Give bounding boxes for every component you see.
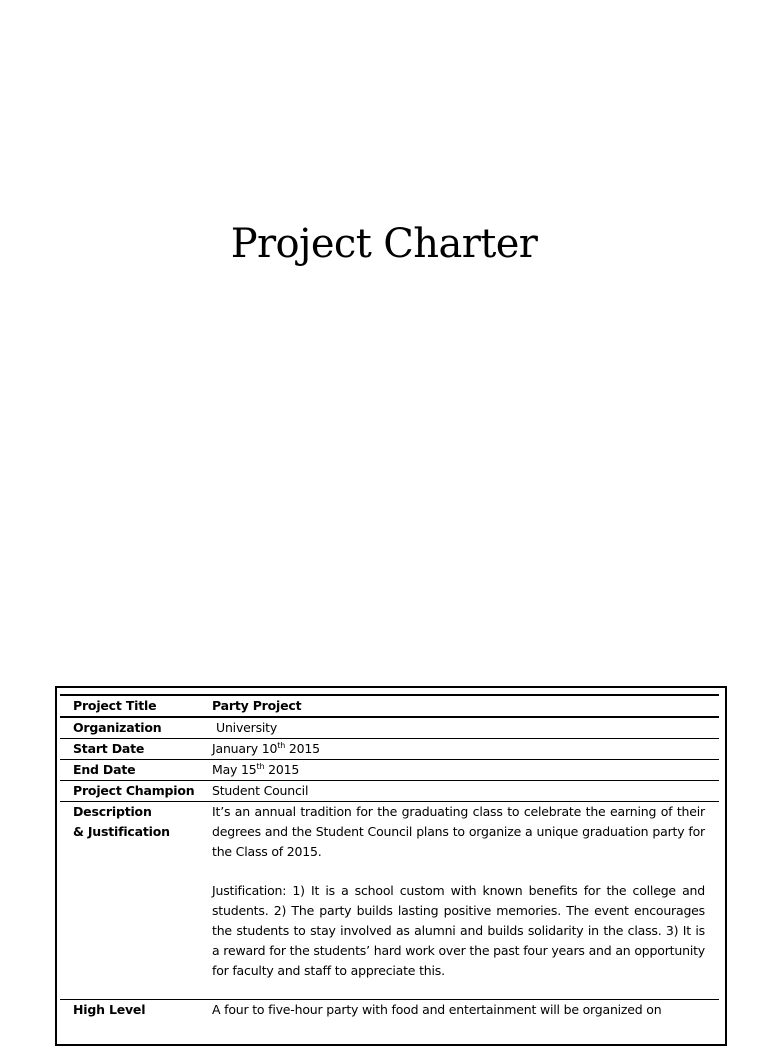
date-year: 2015 [264,762,300,777]
table-row-end-date [60,760,719,781]
charter-table-frame [55,686,727,1046]
table-row-start-date [60,739,719,760]
row-value: A four to five-hour party with food and entertainment will be organized on [212,1002,662,1017]
table-row-description [60,802,719,1000]
row-label [60,802,200,981]
row-label: Start Date [73,741,145,756]
row-value [200,760,719,780]
row-value: University [216,720,278,735]
charter-table [60,694,719,1020]
row-label: Project Champion [73,783,195,798]
date-main: May 15 [212,762,257,777]
justification-paragraph: Justification: 1) It is a school custom with known benefits for the college and students. 2) The party builds lasting positive memories. The event encourages the students to stay involved as alumni and builds solidarity in the class. 3) It is a reward for the students’ hard work over the past four years and an opportunity for faculty and staff to appreciate this. [212,883,705,978]
row-label: High Level [73,1002,146,1017]
page-title: Project Charter [230,221,538,267]
project-title-value: Party Project [212,698,302,713]
description-paragraph: It’s an annual tradition for the graduating class to celebrate the earning of their degrees and the Student Council plans to organize a unique graduation party for the Class of 2015. [212,804,705,859]
row-label: End Date [73,762,136,777]
table-row-project-champion [60,781,719,802]
row-label: Project Title [73,698,157,713]
table-row-organization [60,718,719,739]
date-year: 2015 [285,741,320,756]
row-value [200,802,719,981]
date-suffix: th [256,761,265,771]
row-value: Student Council [212,783,309,798]
date-suffix: th [277,740,286,750]
row-label: Organization [73,720,162,735]
description-label: Description [73,804,152,819]
date-main: January 10 [212,741,278,756]
row-value [200,696,719,716]
justification-label: & Justification [73,824,170,839]
table-row-high-level [60,1000,719,1020]
table-row-project-title [60,696,719,718]
row-value [200,739,719,759]
